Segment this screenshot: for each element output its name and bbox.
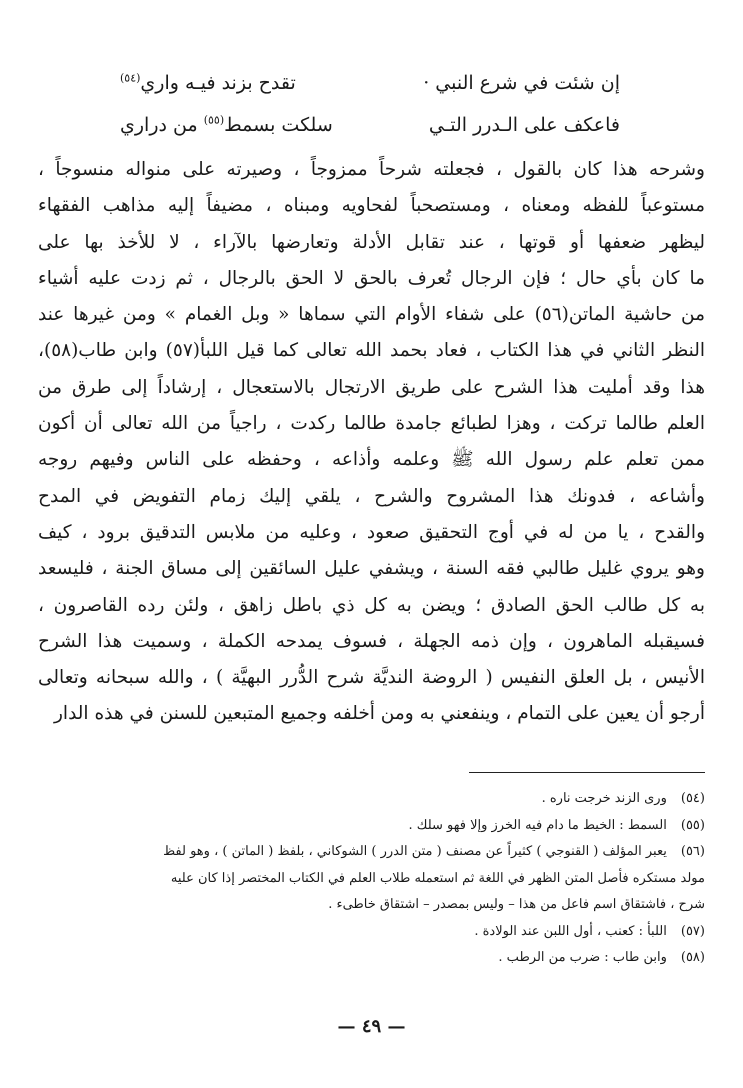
body-line: ممن تعلم علم رسول الله ﷺ وعلمه وأذاعه ، وحفظه على الناس وفيهم روجه <box>38 449 705 471</box>
footnote-text: ورى الزند خرجت ناره . <box>541 791 667 806</box>
body-line: مستوعباً للفظه ومعناه ، ومستصحباً لفحاويه ومبناه ، مضيفاً إليه مذاهب الفقهاء <box>38 195 705 217</box>
footnote-text: شرح ، فاشتقاق اسم فاعل من هذا – وليس بمصدر – اشتقاق خاطىء . <box>328 897 705 912</box>
body-line: فسيقبله الماهرون ، وإن ذمه الجهلة ، فسوف يمدحه الكملة ، وسميت هذا الشرح <box>38 630 705 652</box>
body-line: من حاشية الماتن(٥٦) على شفاء الأوام التي سماها « وبل الغمام » ومن غيرها عند <box>38 304 705 326</box>
footnotes <box>38 786 705 972</box>
footnote-ref-55: (٥٥) <box>203 113 225 127</box>
poem-verse-2-second-hemistich <box>120 104 370 146</box>
body-line: النظر الثاني في هذا الكتاب ، فعاد بحمد الله تعالى كما قيل اللبأ(٥٧) وابن طاب(٥٨)، <box>38 340 705 362</box>
body-line: والقدح ، يا من له في أوج التحقيق صعود ، وعليه من ملابس التدقيق برود ، كيف <box>38 521 705 543</box>
poem-verse-2-second-text-b: من دراري <box>120 114 204 136</box>
poem-verse-2-first-hemistich: فاعكف على الـدرر التـي <box>428 114 620 136</box>
footnote-ref-54: (٥٤) <box>120 71 141 85</box>
footnote-text: مولد مستكره فأصل المتن الظهر في اللغة ثم استعمله طلاب العلم في الكتاب المختصر إذا كان عليه <box>170 870 705 886</box>
body-line: ليظهر ضعفها أو قوتها ، عند تقابل الأدلة وتعارضها بالآراء ، لا للأخذ بها على <box>38 231 705 253</box>
body-line: الأنيس ، بل العلق النفيس ( الروضة النديَّة شرح الدُّرر البهيَّة ) ، والله سبحانه وتعالى <box>38 667 705 689</box>
body-line: وشرحه هذا كان بالقول ، فجعلته شرحاً ممزوجاً ، وصيرته على منواله منسوجاً ، <box>38 159 705 180</box>
footnote-58 <box>38 945 705 972</box>
footnote-57 <box>38 919 705 946</box>
body-text <box>38 152 705 733</box>
poem-verse-1-second-hemistich <box>120 62 370 104</box>
footnote-number: (٥٥) <box>680 817 705 833</box>
footnote-number: (٥٤) <box>680 791 705 806</box>
body-line: أرجو أن يعين على التمام ، وينفعني به ومن أخلفه وجميع المتبعين للسنن في هذه الدار <box>54 703 705 725</box>
poem-verse-1-first-hemistich: إن شئت في شرع النبي · <box>423 72 620 94</box>
poem-verse-1-second-text: تقدح بزند فيـه واري <box>140 72 296 94</box>
body-line: وأشاعه ، فدونك هذا المشروح والشرح ، يلقي إليك زمام التفويض في المدح <box>38 485 705 507</box>
poem-verse-2 <box>120 104 620 146</box>
body-line: وهو يروي غليل طالبي فقه السنة ، ويشفي عليل السائقين إلى مساق الجنة ، فليسعد <box>38 558 705 580</box>
poem-verse-1 <box>120 62 620 104</box>
footnote-number: (٥٨) <box>680 950 705 965</box>
body-line: العلم طالما تركت ، وهزا لطبائع جامدة طالما ركدت ، راجياً من الله تعالى أن أكون <box>38 413 705 435</box>
footnote-55 <box>38 813 705 840</box>
poem <box>120 62 620 146</box>
footnote-54 <box>38 786 705 813</box>
body-line: ما كان بأي حال ؛ فإن الرجال تُعرف بالحق لا الحق بالرجال ، ثم زدت عليه أشياء <box>38 267 705 289</box>
footnote-text: السمط : الخيط ما دام فيه الخرز وإلا فهو سلك . <box>408 817 667 833</box>
footnote-number: (٥٧) <box>680 923 705 939</box>
footnote-56 <box>38 839 705 866</box>
page-number: — ٤٩ — <box>337 1016 406 1037</box>
footnote-56-cont <box>38 892 705 919</box>
footnote-text: وابن طاب : ضرب من الرطب . <box>498 950 667 965</box>
footnote-text: يعبر المؤلف ( القنوجي ) كثيراً عن مصنف ( متن الدرر ) الشوكاني ، بلفظ ( الماتن ) ، وهو لفظ <box>163 844 667 859</box>
footnote-number: (٥٦) <box>680 844 705 859</box>
body-line: به كل طالب الحق الصادق ؛ ويضن به كل ذي باطل زاهق ، ولئن رده القاصرون ، <box>38 594 705 616</box>
footnote-separator <box>469 772 705 773</box>
body-line: هذا وقد أمليت هذا الشرح على طريق الارتجال بالاستعجال ، إرشاداً إلى طرق من <box>38 376 705 398</box>
footnote-56-cont <box>38 866 705 893</box>
poem-verse-2-second-text-a: سلكت بسمط <box>224 114 333 136</box>
footnote-text: اللبأ : كعنب ، أول اللبن عند الولادة . <box>474 923 667 939</box>
